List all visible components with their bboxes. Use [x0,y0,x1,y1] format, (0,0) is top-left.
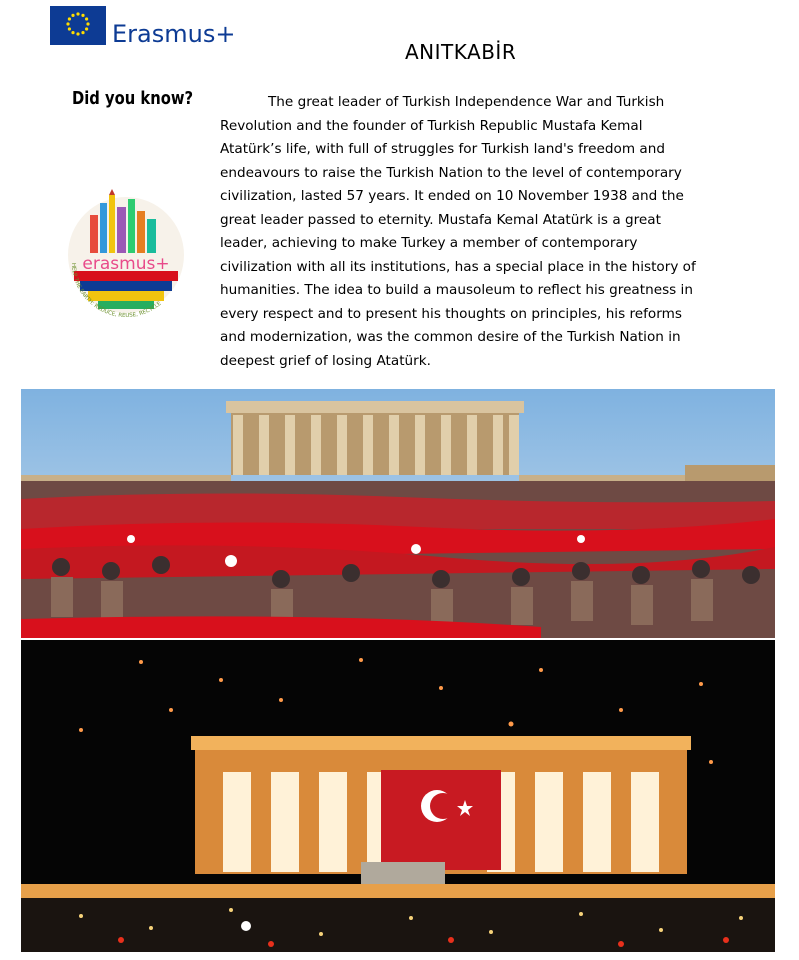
badge-slogan: HELP THE EARTH: REDUCE, REUSE, RECYCLE [69,262,163,320]
page-title: ANITKABİR [405,40,517,64]
article-paragraph: The great leader of Turkish Independence War and Turkish Revolution and the founder of Turkish Republic Mustafa Kemal Atatürk’s life, with full of struggles for Turkish land's freedom and endeavours to raise the Turkish Nation to the level of contemporary civilization, lasted 57 years. It ended on 10 November 1938 and the great leader passed to eternity. Mustafa Kemal Atatürk is a great leader, achieving to make Turkey a member of contemporary civilization with all its institutions, has a special place in the history of humanities. The idea to build a mausoleum to reflect his greatness in every respect and to present his thoughts on principles, his reforms and modernization, was the common desire of the Turkish Nation in deepest grief of losing Atatürk. [220,94,696,369]
badge-text: erasmus+ [82,254,170,274]
anitkabir-night-photo [21,640,775,952]
erasmus-brand: Erasmus+ [112,20,236,48]
erasmus-badge-logo [62,185,190,323]
eu-stars-icon [50,6,106,45]
eu-flag-logo [50,6,106,45]
anitkabir-crowd-photo [21,389,775,638]
did-you-know-heading: Did you know? [72,88,194,109]
